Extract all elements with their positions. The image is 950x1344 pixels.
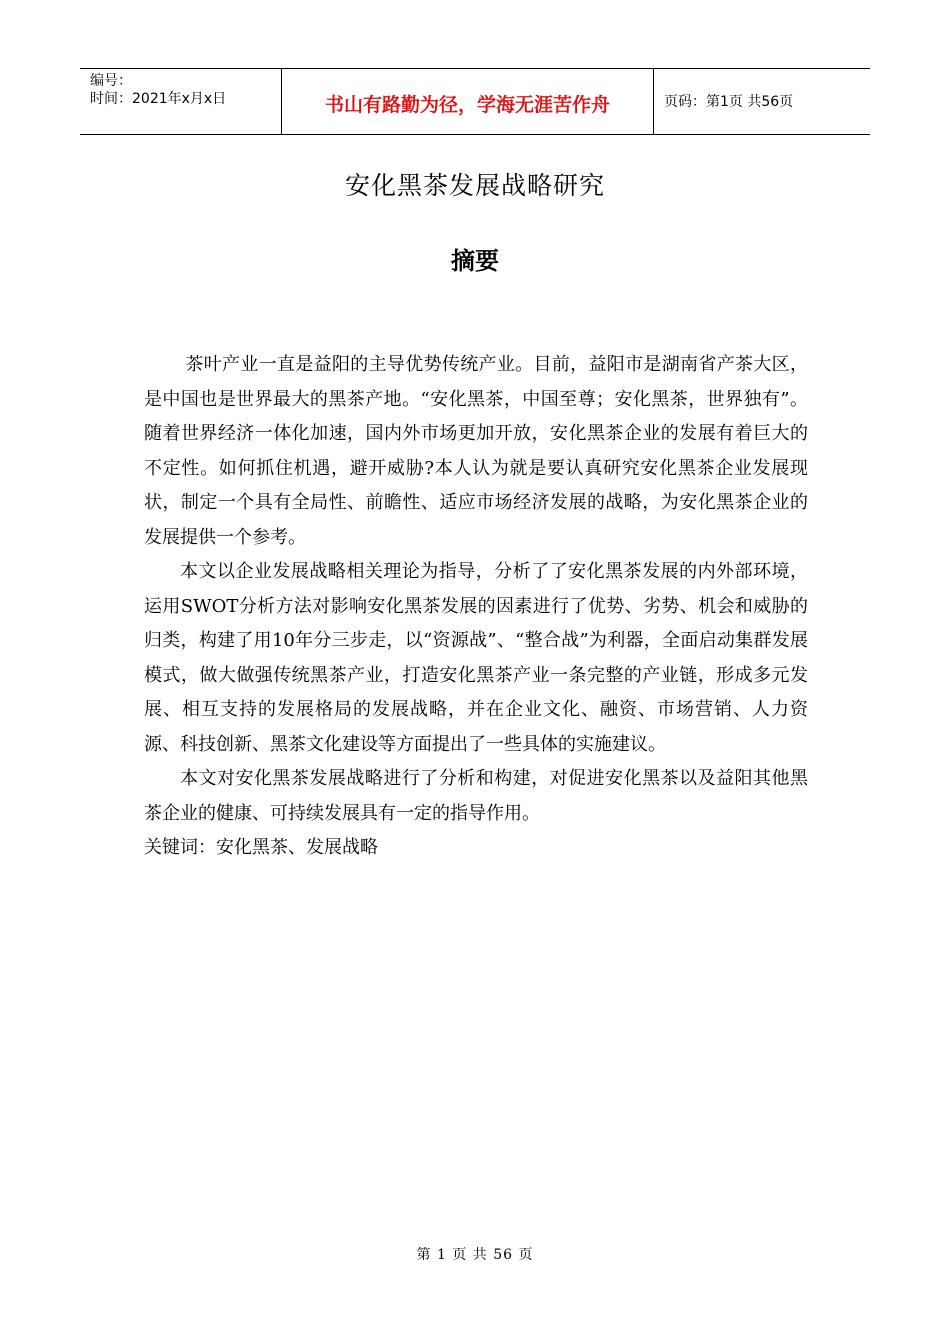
abstract-paragraph: 茶叶产业一直是益阳的主导优势传统产业。目前，益阳市是湖南省产茶大区，是中国也是世界最大的黑茶产地。“安化黑茶，中国至尊；安化黑茶，世界独有”。随着世界经济一体化加速，国内外市场更加开放，安化黑茶企业的发展有着巨大的不定性。如何抓住机遇，避开威胁?本人认为就是要认真研究安化黑茶企业发展现状，制定一个具有全局性、前瞻性、适应市场经济发展的战略，为安化黑茶企业的发展提供一个参考。 [144,354,808,548]
document-number-label: 编号： [90,73,132,89]
document-date: 时间：2021年x月x日 [90,91,227,107]
abstract-body [144,348,808,866]
header-motto: 书山有路勤为径，学海无涯苦作舟 [324,94,610,116]
abstract-paragraph: 本文以企业发展战略相关理论为指导，分析了了安化黑茶发展的内外部环境，运用SWOT分析方法对影响安化黑茶发展的因素进行了优势、劣势、机会和威胁的归类，构建了用10年分三步走，以“资源战”、“整合战”为利器，全面启动集群发展模式，做大做强传统黑茶产业，打造安化黑茶产业一条完整的产业链，形成多元发展、相互支持的发展格局的发展战略，并在企业文化、融资、市场营销、人力资源、科技创新、黑茶文化建设等方面提出了一些具体的实施建议。 [144,561,808,755]
header-left-cell [80,69,281,134]
header-right-cell [654,69,870,134]
page-footer: 第 1 页 共 56 页 [416,1247,534,1263]
document-header [80,68,870,135]
header-motto-cell [281,69,654,134]
document-title: 安化黑茶发展战略研究 [344,171,605,200]
header-page-number: 页码：第1页 共56页 [664,94,794,110]
abstract-paragraph: 本文对安化黑茶发展战略进行了分析和构建，对促进安化黑茶以及益阳其他黑茶企业的健康、可持续发展具有一定的指导作用。 [144,768,808,824]
abstract-heading: 摘要 [451,246,499,275]
keywords-line: 关键词：安化黑茶、发展战略 [144,837,378,858]
